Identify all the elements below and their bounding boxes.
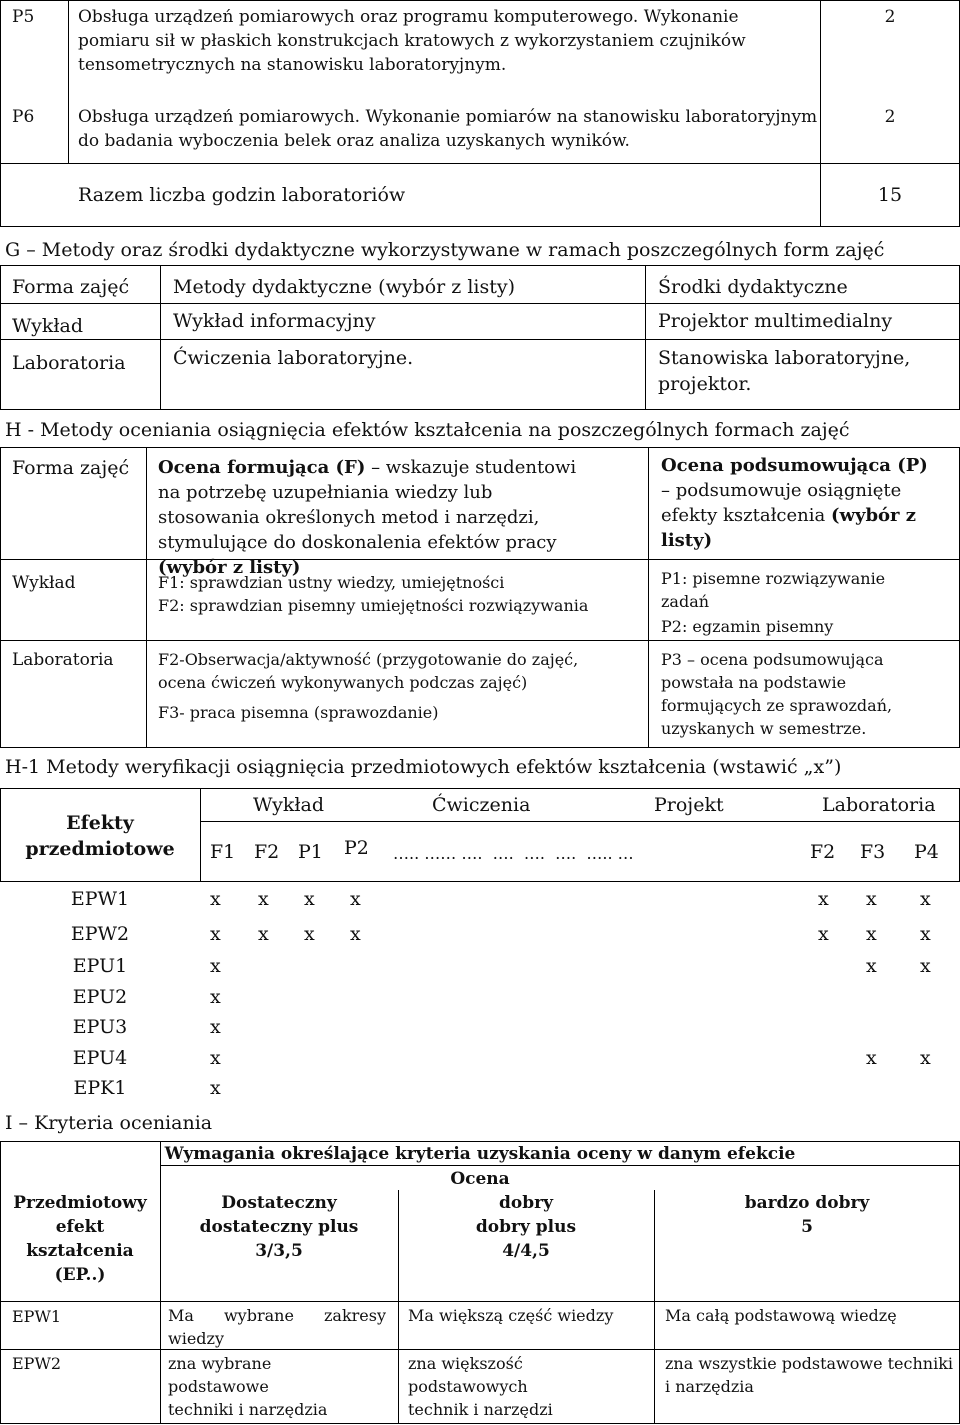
criteria-code: EPW1 — [12, 1307, 62, 1326]
summative-title: Ocena podsumowująca (P) — [661, 455, 928, 476]
grade-line: 5 — [801, 1217, 813, 1237]
row-method: Wykład informacyjny — [173, 310, 376, 332]
mark-wyklad: x — [304, 888, 315, 910]
mark-wyklad: x — [350, 888, 361, 910]
header-forma: Forma zajęć — [12, 276, 130, 298]
mark-laboratoria: x — [866, 888, 877, 910]
criteria-code: EPW2 — [12, 1354, 62, 1373]
mark-laboratoria: x — [920, 888, 931, 910]
grade-3-header — [160, 1191, 398, 1263]
sub-lab-f2: F2 — [810, 841, 836, 863]
mark-wyklad: x — [210, 1047, 221, 1069]
row-code: P5 — [12, 7, 35, 27]
effect-code: EPW2 — [70, 923, 130, 945]
grade-line: dobry — [499, 1193, 553, 1213]
total-value: 15 — [877, 184, 903, 206]
mark-wyklad: x — [258, 923, 269, 945]
row-method: Ćwiczenia laboratoryjne. — [173, 347, 414, 369]
section-title: H-1 Metody weryfikacji osiągnięcia przedmiotowych efektów kształcenia (wstawić „x”) — [5, 756, 842, 778]
mark-wyklad: x — [258, 888, 269, 910]
row-hours: 2 — [884, 107, 896, 127]
mark-laboratoria: x — [920, 955, 931, 977]
mark-laboratoria: x — [818, 923, 829, 945]
criteria-grade-4: Ma większą część wiedzy — [408, 1306, 614, 1325]
row-means: Stanowiska laboratoryjne, projektor. — [658, 347, 911, 395]
mark-wyklad: x — [210, 986, 221, 1008]
criteria-grade-5: zna wszystkie podstawowe techniki i narzędzia — [665, 1354, 954, 1396]
ep-header-line: efekt — [55, 1217, 105, 1237]
group-wyklad: Wykład — [253, 794, 325, 816]
ep-header-line: Przedmiotowy — [13, 1193, 147, 1213]
grade-line: Dostateczny — [221, 1193, 337, 1213]
criteria-grade-3: Ma wybrane zakresy wiedzy — [168, 1306, 386, 1348]
sub-lab-p4: P4 — [914, 841, 939, 863]
mark-wyklad: x — [210, 955, 221, 977]
row-form: Wykład — [12, 573, 76, 593]
row-means: Projektor multimedialny — [658, 310, 893, 332]
row-form: Laboratoria — [12, 650, 114, 670]
section-title: G – Metody oraz środki dydaktyczne wykorzystywane w ramach poszczególnych form zajęć — [5, 239, 885, 261]
summative-item: P3 – ocena podsumowująca powstała na podstawie formujących ze sprawozdań, uzyskanych w semestrze. — [661, 650, 893, 738]
header-metody: Metody dydaktyczne (wybór z listy) — [173, 276, 516, 298]
formative-item: F2-Obserwacja/aktywność (przygotowanie do zajęć, ocena ćwiczeń wykonywanych podczas zajęć) — [158, 650, 579, 692]
sub-p2: P2 — [344, 837, 369, 859]
mark-laboratoria: x — [866, 923, 877, 945]
effect-code: EPU3 — [72, 1016, 128, 1038]
row-description: Obsługa urządzeń pomiarowych. Wykonanie pomiarów na stanowisku laboratoryjnym do badania wyboczenia belek oraz analiza uzyskanych wyników. — [78, 107, 818, 151]
grade-line: 4/4,5 — [502, 1241, 550, 1261]
sub-lab-f3: F3 — [860, 841, 886, 863]
mark-laboratoria: x — [866, 1047, 877, 1069]
ep-header-line: (EP..) — [54, 1265, 106, 1285]
mark-wyklad: x — [304, 923, 315, 945]
summative-item: P1: pisemne rozwiązywanie zadań — [661, 569, 886, 611]
criteria-grade-4: zna większość podstawowych technik i narzędzi — [408, 1354, 553, 1419]
grade-line: 3/3,5 — [255, 1241, 303, 1261]
sub-p1: P1 — [298, 841, 323, 863]
header-formative — [158, 455, 598, 580]
criteria-grade-3: zna wybrane podstawowe techniki i narzędzia — [168, 1354, 328, 1419]
mark-wyklad: x — [210, 1077, 221, 1099]
formative-tail: (wybór z listy) — [158, 557, 301, 578]
header-summative — [661, 453, 941, 553]
effect-code: EPU2 — [72, 986, 128, 1008]
effect-code: EPU1 — [72, 955, 128, 977]
section-title: I – Kryteria oceniania — [5, 1112, 213, 1134]
summative-desc: – podsumowuje osiągnięte efekty kształcenia — [661, 480, 902, 526]
grade-line: dobry plus — [475, 1217, 577, 1237]
formative-item: F3- praca pisemna (sprawozdanie) — [158, 703, 439, 722]
criteria-grade-5: Ma całą podstawową wiedzę — [665, 1306, 897, 1325]
sub-f2: F2 — [254, 841, 280, 863]
mark-wyklad: x — [210, 888, 221, 910]
effect-code: EPW1 — [70, 888, 130, 910]
mark-wyklad: x — [210, 1016, 221, 1038]
ocena-header: Ocena — [450, 1169, 510, 1189]
sub-dots: ….. …… …. …. …. …. ….. … — [393, 844, 634, 863]
header-efekty: Efekty przedmiotowe — [25, 812, 175, 860]
grade-4-header — [398, 1191, 654, 1263]
ep-header — [0, 1191, 160, 1287]
grade-line: bardzo dobry — [744, 1193, 870, 1213]
header-srodki: Środki dydaktyczne — [658, 276, 848, 298]
group-laboratoria: Laboratoria — [822, 794, 936, 816]
grade-5-header — [654, 1191, 960, 1239]
summative-item: P2: egzamin pisemny — [661, 617, 834, 636]
section-title: H - Metody oceniania osiągnięcia efektów kształcenia na poszczególnych formach zajęć — [5, 419, 850, 441]
formative-desc: – wskazuje studentowi na potrzebę uzupełniania wiedzy lub stosowania określonych metod i narzędzi, stymulujące do doskonalenia efektów pracy — [158, 457, 577, 553]
summative-tail: (wybór z listy) — [661, 505, 917, 551]
effect-code: EPK1 — [73, 1077, 127, 1099]
row-code: P6 — [12, 107, 35, 127]
ep-header-line: kształcenia — [26, 1241, 134, 1261]
row-description: Obsługa urządzeń pomiarowych oraz programu komputerowego. Wykonanie pomiaru sił w płaskich konstrukcjach kratowych z wykorzystaniem czujników tensometrycznych na stanowisku laboratoryjnym. — [78, 7, 746, 75]
row-form: Laboratoria — [12, 352, 126, 374]
mark-laboratoria: x — [920, 923, 931, 945]
mark-wyklad: x — [350, 923, 361, 945]
sub-f1: F1 — [210, 841, 236, 863]
row-form: Wykład — [12, 315, 84, 337]
header-forma: Forma zajęć — [12, 457, 130, 479]
criteria-header: Wymagania określające kryteria uzyskania oceny w danym efekcie — [164, 1144, 796, 1164]
mark-laboratoria: x — [818, 888, 829, 910]
formative-item: F1: sprawdzian ustny wiedzy, umiejętności — [158, 573, 505, 592]
mark-laboratoria: x — [866, 955, 877, 977]
group-projekt: Projekt — [654, 794, 724, 816]
row-hours: 2 — [884, 7, 896, 27]
mark-wyklad: x — [210, 923, 221, 945]
effect-code: EPU4 — [72, 1047, 128, 1069]
grade-line: dostateczny plus — [199, 1217, 359, 1237]
formative-item: F2: sprawdzian pisemny umiejętności rozwiązywania — [158, 596, 589, 615]
group-cwiczenia: Ćwiczenia — [432, 794, 531, 816]
mark-laboratoria: x — [920, 1047, 931, 1069]
formative-title: Ocena formująca (F) — [158, 457, 366, 478]
total-label: Razem liczba godzin laboratoriów — [78, 184, 406, 206]
